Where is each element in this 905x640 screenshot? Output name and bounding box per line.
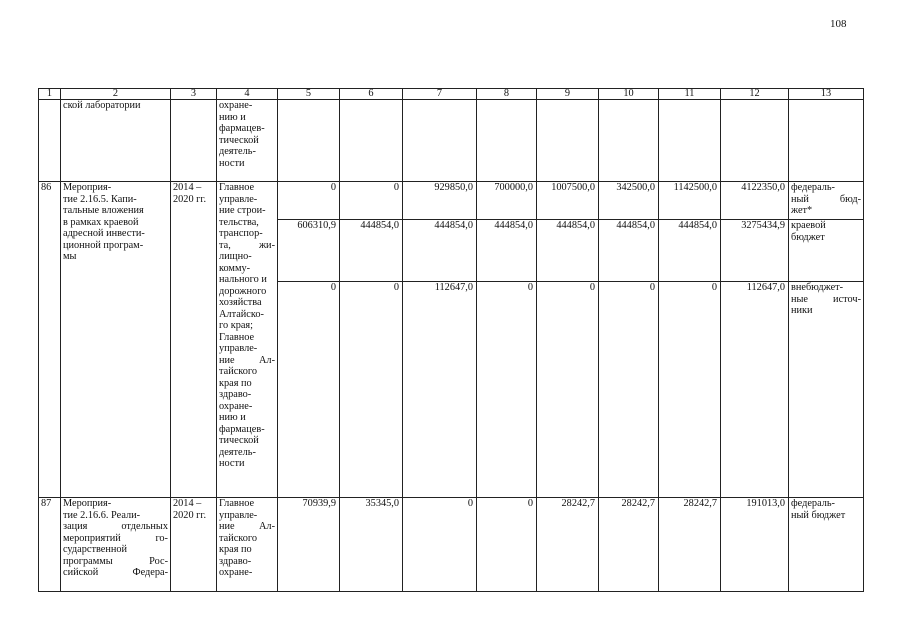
cell-value: 1142500,0 <box>659 182 721 220</box>
column-number-row <box>39 89 864 100</box>
text-line: Главное <box>219 182 255 193</box>
col-num-5: 5 <box>278 89 340 100</box>
text-line: сударственной <box>63 544 128 555</box>
cell-total: 191013,0 <box>721 498 789 592</box>
col-num-10: 10 <box>599 89 659 100</box>
cell-funding-source <box>789 498 864 592</box>
cell-value: 444854,0 <box>537 220 599 282</box>
cell-funding-source <box>789 282 864 498</box>
text-line: ционной програм- <box>63 239 144 251</box>
cell-value: 444854,0 <box>659 220 721 282</box>
page-number: 108 <box>830 18 847 30</box>
text-line: ный бюд- <box>791 193 861 205</box>
text-line: бюджет <box>791 231 825 243</box>
text-line: Мероприя- <box>63 498 112 509</box>
cell-empty <box>789 100 864 182</box>
col-num-1: 1 <box>39 89 61 100</box>
cell-total: 112647,0 <box>721 282 789 498</box>
cell-empty <box>403 100 477 182</box>
cell-total: 3275434,9 <box>721 220 789 282</box>
cell-funding-source <box>789 220 864 282</box>
cell-value: 112647,0 <box>403 282 477 498</box>
cell-period <box>171 498 217 592</box>
cell-funding-source <box>789 182 864 220</box>
text-line: ники <box>791 305 813 316</box>
text-line: мы <box>63 251 77 262</box>
text-line: программы Рос- <box>63 555 168 567</box>
cell-value: 444854,0 <box>477 220 537 282</box>
text-line: края по <box>219 544 252 555</box>
text-line: нию и <box>219 111 246 123</box>
text-line: го края; <box>219 320 254 331</box>
cell-value: 1007500,0 <box>537 182 599 220</box>
cell-value: 70939,9 <box>278 498 340 592</box>
text-line: ние Ал- <box>219 521 275 532</box>
cell-value: 0 <box>599 282 659 498</box>
text-line: здраво- <box>219 389 252 400</box>
text-line: ный бюджет <box>791 509 846 521</box>
text-line: нию и <box>219 412 246 423</box>
text-line: здраво- <box>219 555 252 567</box>
cell-period <box>171 100 217 182</box>
cell-value: 0 <box>278 282 340 498</box>
cell-value: 0 <box>477 498 537 592</box>
budget-table <box>38 88 864 592</box>
col-num-7: 7 <box>403 89 477 100</box>
cell-value: 444854,0 <box>403 220 477 282</box>
cell-value: 0 <box>340 182 403 220</box>
text-line: федераль- <box>791 498 835 509</box>
text-line: 2020 гг. <box>173 193 207 205</box>
text-line: ние строи- <box>219 205 266 216</box>
cell-id: 87 <box>39 498 61 592</box>
text-line: ности <box>219 458 245 469</box>
text-line: Главное <box>219 498 255 509</box>
cell-value: 0 <box>477 282 537 498</box>
text-line: ные источ- <box>791 293 861 305</box>
text-line: деятель- <box>219 146 256 157</box>
text-line: лищно- <box>219 251 252 262</box>
table-row-86-federal <box>39 182 864 220</box>
cell-value: 606310,9 <box>278 220 340 282</box>
text-line: хозяйства <box>219 297 262 308</box>
text-line: в рамках краевой <box>63 216 139 228</box>
cell-value: 0 <box>340 282 403 498</box>
col-num-13: 13 <box>789 89 864 100</box>
cell-executor <box>217 498 278 592</box>
cell-value: 342500,0 <box>599 182 659 220</box>
text-line: тие 2.16.6. Реали- <box>63 509 141 521</box>
cell-empty <box>659 100 721 182</box>
text-line: тайского <box>219 532 258 544</box>
text-line: охране- <box>219 100 253 111</box>
text-line: тайского <box>219 366 258 377</box>
text-line: ние Ал- <box>219 354 275 366</box>
table-row-continuation <box>39 100 864 182</box>
text-line: краевой <box>791 220 826 231</box>
text-line: управле- <box>219 193 258 205</box>
text-line: края по <box>219 377 252 389</box>
text-line: 2014 – <box>173 182 202 193</box>
text-line: зация отдельных <box>63 521 168 532</box>
text-line: Мероприя- <box>63 182 112 193</box>
text-line: фармацев- <box>219 423 265 435</box>
cell-empty <box>278 100 340 182</box>
cell-value: 700000,0 <box>477 182 537 220</box>
cell-total: 4122350,0 <box>721 182 789 220</box>
col-num-3: 3 <box>171 89 217 100</box>
text-line: Алтайско- <box>219 308 264 320</box>
text-line: Главное <box>219 331 255 343</box>
cell-value: 28242,7 <box>659 498 721 592</box>
text-line: ности <box>219 157 245 169</box>
text-line: ской лаборатории <box>63 100 141 111</box>
text-line: охране- <box>219 567 253 578</box>
text-line: тие 2.16.5. Капи- <box>63 193 137 205</box>
cell-executor <box>217 100 278 182</box>
cell-id <box>39 100 61 182</box>
text-line: тельства, <box>219 216 259 228</box>
text-line: 2020 гг. <box>173 509 207 521</box>
text-line: тической <box>219 435 259 446</box>
cell-value: 0 <box>659 282 721 498</box>
text-line: федераль- <box>791 182 835 193</box>
cell-name <box>61 182 171 498</box>
cell-value: 444854,0 <box>340 220 403 282</box>
text-line: комму- <box>219 262 251 274</box>
text-line: управле- <box>219 509 258 521</box>
col-num-11: 11 <box>659 89 721 100</box>
cell-value: 929850,0 <box>403 182 477 220</box>
cell-empty <box>537 100 599 182</box>
text-line: дорожного <box>219 285 267 297</box>
cell-value: 28242,7 <box>599 498 659 592</box>
col-num-6: 6 <box>340 89 403 100</box>
text-line: управле- <box>219 343 258 354</box>
text-line: транспор- <box>219 228 263 239</box>
cell-value: 0 <box>403 498 477 592</box>
table-row-87 <box>39 498 864 592</box>
cell-name <box>61 498 171 592</box>
cell-empty <box>599 100 659 182</box>
text-line: сийской Федера- <box>63 567 168 578</box>
cell-name <box>61 100 171 182</box>
text-line: тической <box>219 134 259 146</box>
text-line: мероприятий го- <box>63 532 168 544</box>
text-line: охране- <box>219 400 253 412</box>
col-num-9: 9 <box>537 89 599 100</box>
cell-id: 86 <box>39 182 61 498</box>
text-line: нального и <box>219 274 267 285</box>
text-line: деятель- <box>219 446 256 458</box>
text-line: адресной инвести- <box>63 228 145 239</box>
text-line: 2014 – <box>173 498 202 509</box>
cell-value: 0 <box>537 282 599 498</box>
col-num-2: 2 <box>61 89 171 100</box>
text-line: жет* <box>791 205 813 216</box>
cell-empty <box>721 100 789 182</box>
text-line: внебюджет- <box>791 282 844 293</box>
col-num-8: 8 <box>477 89 537 100</box>
cell-value: 0 <box>278 182 340 220</box>
cell-period <box>171 182 217 498</box>
col-num-4: 4 <box>217 89 278 100</box>
cell-empty <box>340 100 403 182</box>
cell-executor <box>217 182 278 498</box>
text-line: тальные вложения <box>63 205 144 216</box>
cell-value: 28242,7 <box>537 498 599 592</box>
col-num-12: 12 <box>721 89 789 100</box>
text-line: фармацев- <box>219 123 265 134</box>
cell-empty <box>477 100 537 182</box>
text-line: та, жи- <box>219 239 275 251</box>
cell-value: 35345,0 <box>340 498 403 592</box>
cell-value: 444854,0 <box>599 220 659 282</box>
